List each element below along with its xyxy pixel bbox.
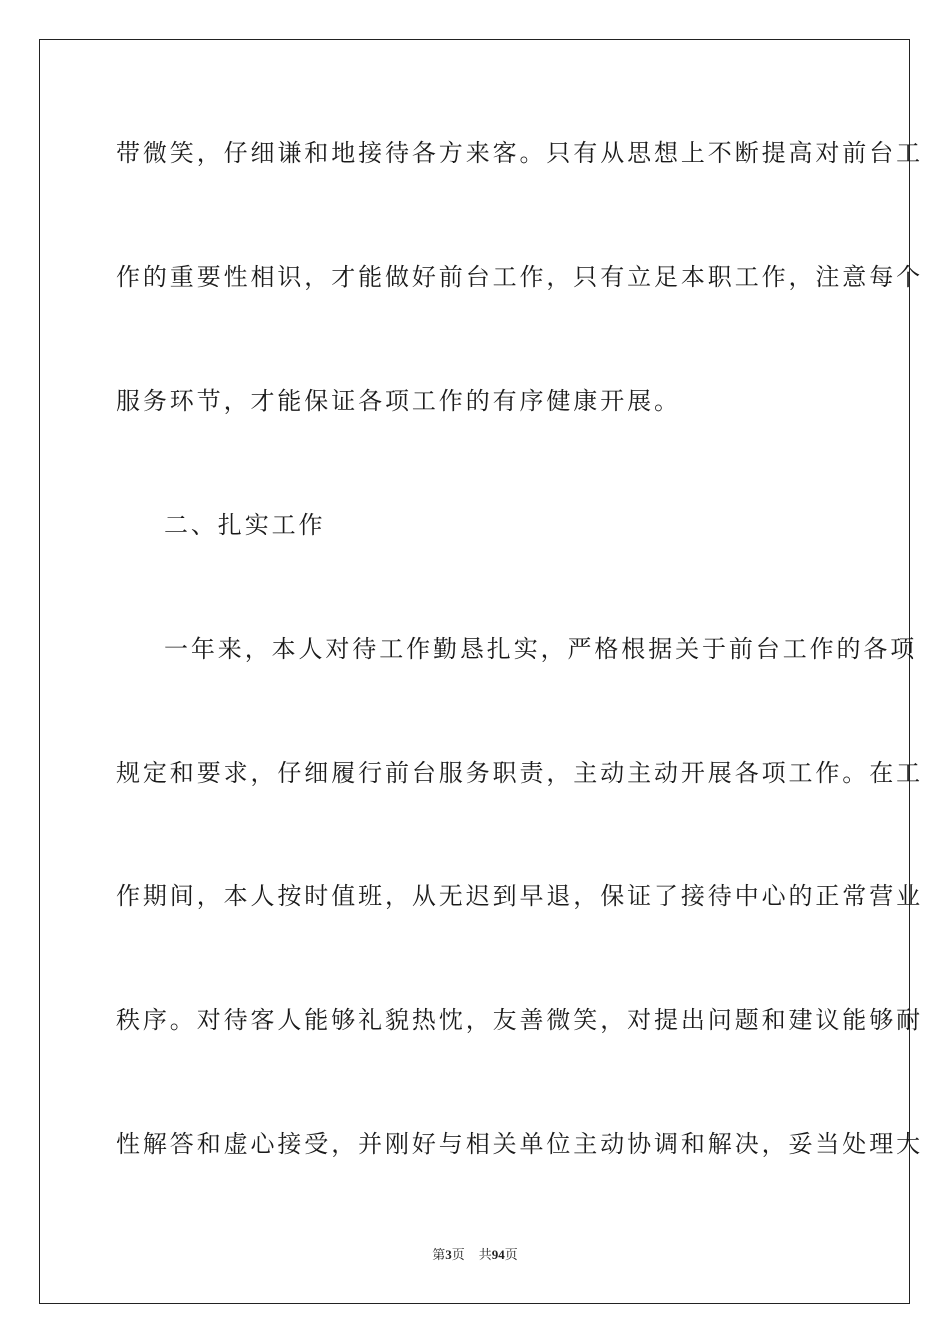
page-border — [39, 39, 923, 1304]
section-heading: 二、扎实工作 — [164, 511, 326, 539]
page-suffix: 页 — [451, 1248, 465, 1263]
paragraph-line: 带微笑，仔细谦和地接待各方来客。只有从思想上不断提高对前台工 — [116, 139, 923, 167]
total-suffix: 页 — [504, 1248, 518, 1263]
page-footer — [0, 1246, 950, 1265]
page-number: 3 — [445, 1247, 452, 1262]
total-pages: 94 — [491, 1247, 505, 1262]
page-prefix: 第 — [432, 1248, 446, 1263]
paragraph-line: 服务环节，才能保证各项工作的有序健康开展。 — [116, 387, 681, 415]
total-pages-indicator — [479, 1248, 518, 1263]
paragraph-line: 性解答和虚心接受，并刚好与相关单位主动协调和解决，妥当处理大 — [116, 1130, 923, 1158]
paragraph-line: 一年来，本人对待工作勤恳扎实，严格根据关于前台工作的各项 — [164, 635, 918, 663]
paragraph-line: 秩序。对待客人能够礼貌热忱，友善微笑，对提出问题和建议能够耐 — [116, 1006, 923, 1034]
page-indicator — [432, 1248, 465, 1263]
total-prefix: 共 — [478, 1248, 492, 1263]
paragraph-line: 作的重要性相识，才能做好前台工作，只有立足本职工作，注意每个 — [116, 263, 923, 291]
paragraph-line: 作期间，本人按时值班，从无迟到早退，保证了接待中心的正常营业 — [116, 882, 923, 910]
paragraph-line: 规定和要求，仔细履行前台服务职责，主动主动开展各项工作。在工 — [116, 759, 923, 787]
